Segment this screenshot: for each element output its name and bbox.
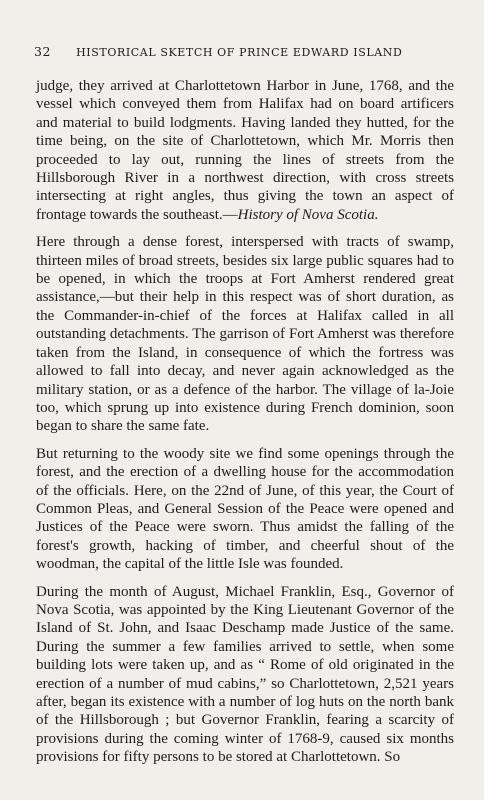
paragraph-1 <box>36 77 454 224</box>
paragraph-1-text: judge, they arrived at Charlottetown Harbor in June, 1768, and the vessel which conveyed them from Halifax had on board artificers and material to build lodgments. Having landed they hutted, for the time being, on the site of Charlottetown, which Mr. Morris then proceeded to lay out, running the lines of streets from the Hillsborough River in a northwest direction, with cross streets intersecting at right angles, thus giving the town an aspect of frontage towards the southeast.— <box>36 78 454 223</box>
paragraph-3: But returning to the woody site we find some openings through the forest, and the erection of a dwelling house for the accommodation of the officials. Here, on the 22nd of June, of this year, the Court of Common Pleas, and General Session of the Peace were opened and Justices of the Peace were sworn. Thus amidst the falling of the forest's growth, hacking of timber, and cheerful shout of the woodman, the capital of the little Isle was founded. <box>36 445 454 573</box>
body-text <box>36 77 454 776</box>
paragraph-4: During the month of August, Michael Franklin, Esq., Governor of Nova Scotia, was appointed by the King Lieutenant Governor of the Island of St. John, and Isaac Deschamp made Justice of the same. During the summer a few families arrived to settle, when some building lots were taken up, and as “ Rome of old originated in the erection of a number of mud cabins,” so Charlottetown, 2,521 years after, began its existence with a number of log huts on the north bank of the Hillsborough ; but Governor Franklin, fearing a scarcity of provisions during the coming winter of 1768-9, caused six months provisions for fifty persons to be stored at Charlottetown. So <box>36 583 454 766</box>
page-number: 32 <box>34 44 52 59</box>
citation: History of Nova Scotia. <box>237 206 379 223</box>
running-title: HISTORICAL SKETCH OF PRINCE EDWARD ISLAND <box>76 46 403 59</box>
paragraph-2: Here through a dense forest, interspersed with tracts of swamp, thirteen miles of broad streets, besides six large public squares had to be opened, in which the troops at Fort Amherst rendered great assistance,—but their help in this respect was of short duration, as the Commander-in-chief of the forces at Halifax called in all outstanding detachments. The garrison of Fort Amherst was therefore taken from the Island, in consequence of which the fortress was allowed to fall into decay, and never again acknowledged as the military station, or as a defence of the harbor. The village of la-Joie too, which sprung up into existence during French dominion, soon began to share the same fate. <box>36 234 454 435</box>
page-header <box>34 44 454 59</box>
